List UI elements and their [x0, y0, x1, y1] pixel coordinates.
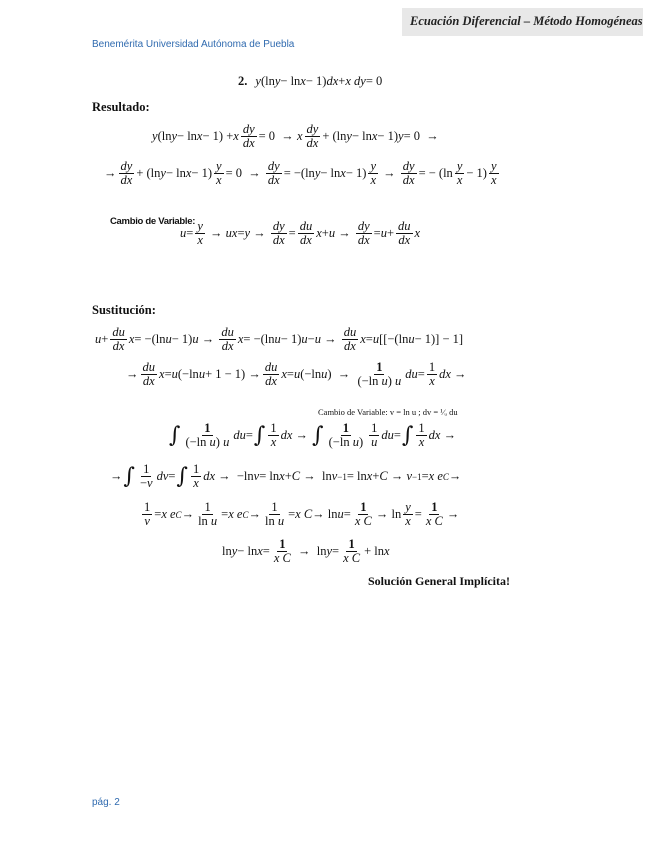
equation-s6: ln y − ln x = $\frac{1}{\text{x C}}$ → ln y = $\frac{1}{\text{x C}}$ + ln x — [222, 537, 390, 566]
change-variable-label: Cambio de Variable: — [110, 216, 196, 227]
equation-s2: → $\frac{du}{dx}$ x = u (−ln u + 1 − 1) → $\frac{du}{dx}$ x = u (−ln u ) → $\frac{1}{\text{(−ln u) u}}$ du = $\frac{1}{x}$ dx → — [126, 360, 467, 389]
substitution-label: Sustitución: — [92, 303, 156, 317]
result-label: Resultado: — [92, 100, 150, 114]
conclusion: Solución General Implícita! — [368, 574, 510, 588]
university-name: Benemérita Universidad Autónoma de Puebla — [92, 39, 295, 50]
document-title: Ecuación Diferencial – Método Homogéneas — [410, 14, 643, 28]
inner-change-variable: Cambio de Variable: v = ln u ; dv = ¹⁄ᵤ du — [318, 407, 458, 417]
problem-statement: 2. y (ln y − ln x − 1) dx + x dy = 0 — [238, 74, 383, 88]
page-number: pág. 2 — [92, 797, 120, 808]
equation-s4: → ∫ $\frac{1}{-v}$ dv = ∫ $\frac{1}{x}$ dx → −ln v = ln x + C → ln v −1 = ln x + C → v −1 = x e C → — [110, 462, 462, 491]
equation-r2: → $\frac{dy}{dx}$ + (ln y − ln x − 1) $\frac{y}{x}$ = 0 → $\frac{dy}{dx}$ = −(ln y − ln x − 1) $\frac{y}{x}$ → $\frac{dy}{dx}$ = − (ln $\frac{y}{x}$ − 1) $\frac{y}{x}$ — [104, 159, 497, 188]
equation-s1: u + $\frac{du}{dx}$ x = −(ln u − 1) u → $\frac{du}{dx}$ x = −(ln u − 1) u − u → $\frac{du}{dx}$ x = u [[−(ln u − 1)] − 1] — [95, 325, 464, 354]
equation-s5: $\frac{1}{v}$ = x e C → $\frac{1}{\text{ln u}}$ = x e C → $\frac{1}{\text{ln u}}$ = x C → ln u = $\frac{1}{\text{x C}}$ → ln $\frac{y}{x}$ = $\frac{1}{\text{x C}}$ → — [144, 500, 460, 529]
equation-s3: ∫ $\frac{1}{\text{(−ln u) u}}$ du = ∫ $\frac{1}{x}$ dx → ∫ $\frac{1}{\text{(−ln u)}}$ $\frac{1}{u}$ du = ∫ $\frac{1}{x}$ dx → — [169, 421, 457, 450]
equation-change-variable: u = $\frac{y}{x}$ → ux = y → $\frac{dy}{dx}$ = $\frac{du}{dx}$ x + u → $\frac{dy}{dx}$ = u + $\frac{du}{dx}$ x — [180, 219, 421, 248]
equation-r1: y (ln y − ln x − 1) + x $\frac{dy}{dx}$ = 0 → x $\frac{dy}{dx}$ + (ln y − ln x − 1) y = 0 → — [152, 122, 439, 151]
